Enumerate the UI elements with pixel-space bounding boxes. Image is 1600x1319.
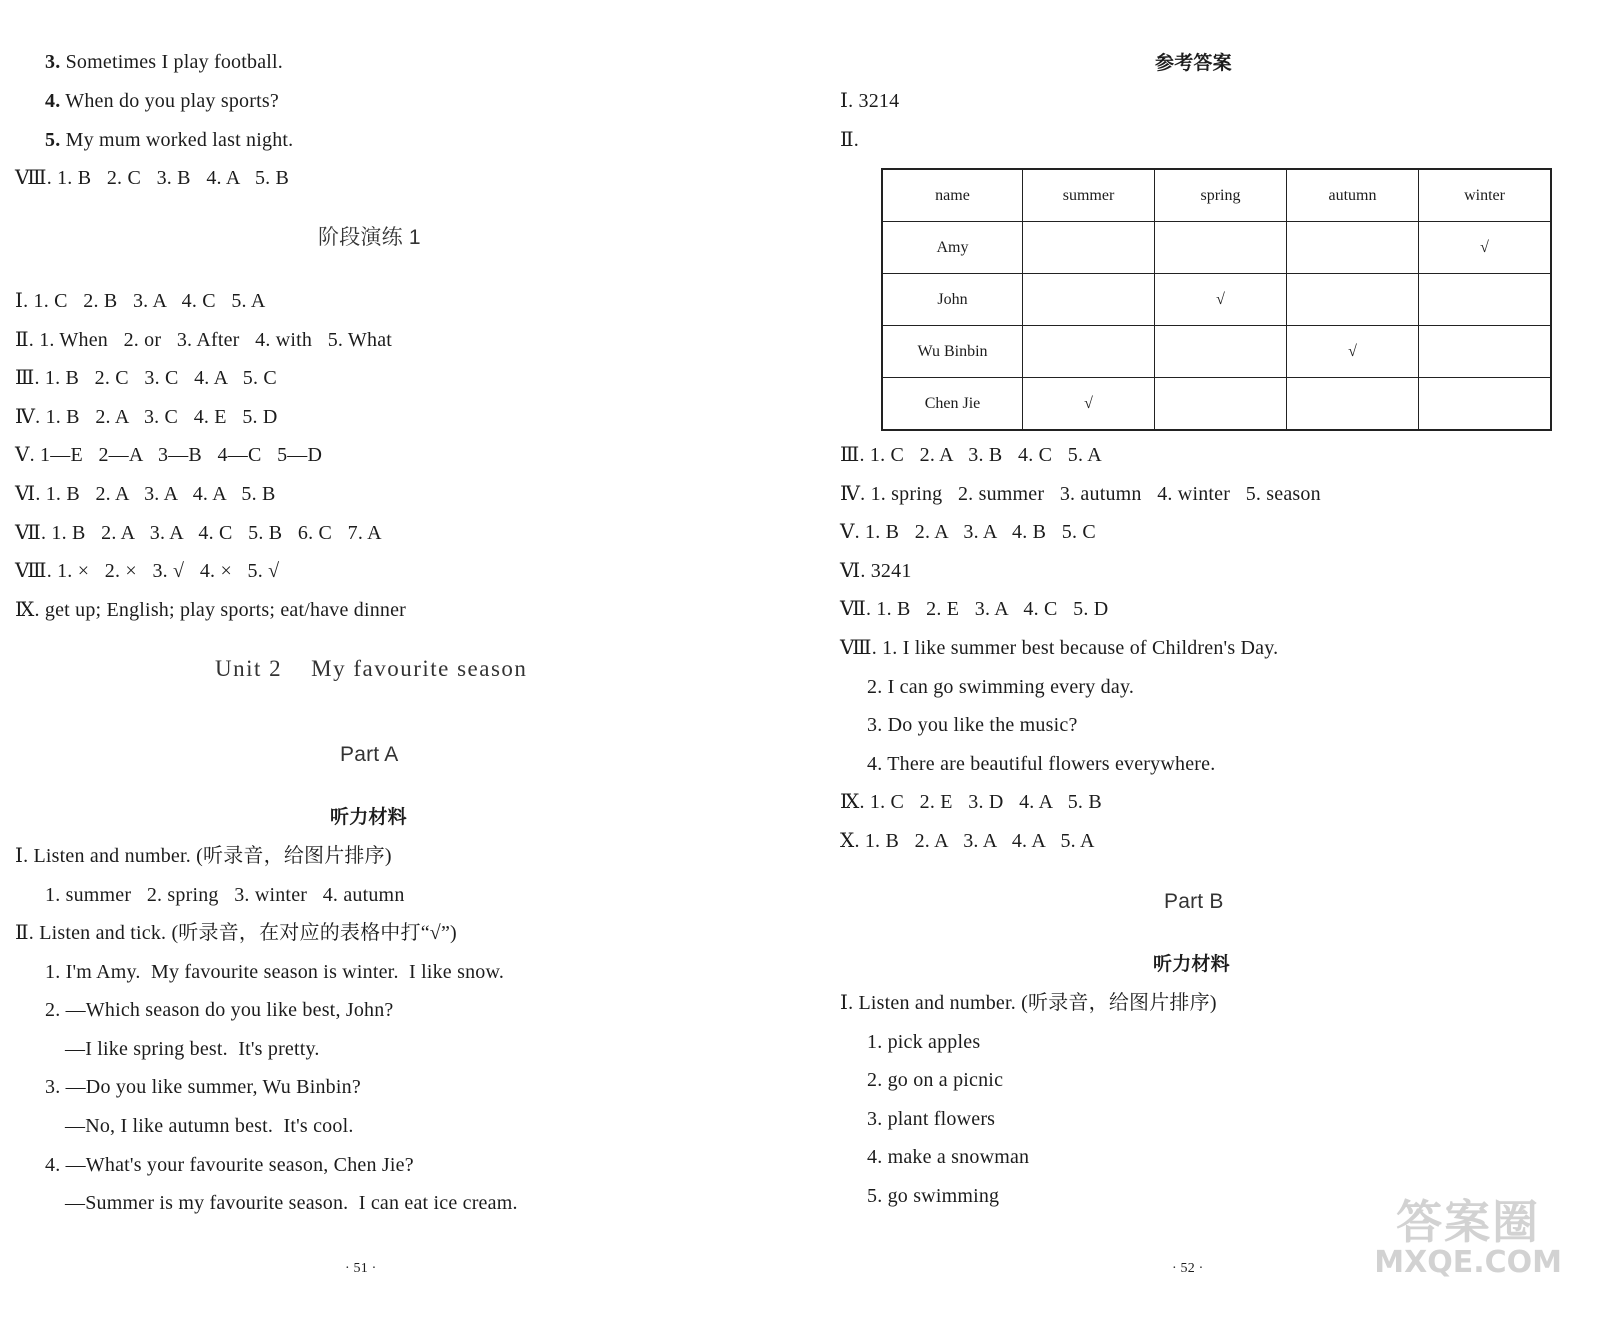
table-row — [882, 326, 1551, 378]
header-cell: winter — [1419, 169, 1552, 222]
table-cell: Chen Jie — [882, 378, 1023, 431]
answer-line: Ⅸ. 1. C 2. E 3. D 4. A 5. B — [840, 791, 1102, 813]
listening-line: Ⅰ. Listen and number. (听录音，给图片排序) — [840, 992, 1217, 1014]
header-cell: autumn — [1287, 169, 1419, 222]
answer-line: Ⅷ. 1. B 2. C 3. B 4. A 5. B — [15, 167, 290, 189]
table-cell — [1155, 222, 1287, 274]
table-cell — [1287, 274, 1419, 326]
page-number: · 51 · — [345, 1261, 377, 1276]
table-cell: √ — [1023, 378, 1155, 431]
answer-line: Ⅱ. 1. When 2. or 3. After 4. with 5. What — [15, 329, 393, 351]
table-cell: Wu Binbin — [882, 326, 1023, 378]
table-row — [882, 274, 1551, 326]
watermark-domain: MXQE.COM — [1374, 1245, 1562, 1280]
table-cell — [1419, 326, 1552, 378]
table-cell: √ — [1419, 222, 1552, 274]
answer-line: Ⅵ. 3241 — [840, 560, 912, 582]
listening-line: —No, I like autumn best. It's cool. — [65, 1115, 354, 1137]
answer-line: Ⅲ. 1. B 2. C 3. C 4. A 5. C — [15, 367, 277, 389]
answer-line: Ⅴ. 1. B 2. A 3. A 4. B 5. C — [840, 521, 1096, 543]
table-cell: √ — [1155, 274, 1287, 326]
answer-line: 5. My mum worked last night. — [45, 129, 294, 151]
watermark-logo — [1374, 1197, 1562, 1279]
listening-line: 1. I'm Amy. My favourite season is winter. I like snow. — [45, 961, 505, 983]
answer-line: Ⅱ. — [840, 129, 859, 151]
listening-line: Ⅰ. Listen and number. (听录音，给图片排序) — [15, 845, 392, 867]
table-cell — [1155, 378, 1287, 431]
listening-line: —Summer is my favourite season. I can eat ice cream. — [65, 1192, 518, 1214]
table-cell: John — [882, 274, 1023, 326]
listening-line: 3. —Do you like summer, Wu Binbin? — [45, 1076, 361, 1098]
table-cell — [1023, 222, 1155, 274]
table-cell: √ — [1287, 326, 1419, 378]
table-cell: Amy — [882, 222, 1023, 274]
listening-line: 1. summer 2. spring 3. winter 4. autumn — [45, 884, 405, 906]
part-title: Part A — [340, 743, 399, 766]
answer-line: Ⅰ. 3214 — [840, 90, 900, 112]
listening-line: 5. go swimming — [867, 1185, 1000, 1207]
unit-title: Unit 2 My favourite season — [215, 656, 528, 681]
table-cell — [1419, 378, 1552, 431]
table-row — [882, 378, 1551, 431]
listening-line: 3. plant flowers — [867, 1108, 996, 1130]
answer-line: Ⅷ. 1. I like summer best because of Children's Day. — [840, 637, 1279, 659]
answer-line: Ⅶ. 1. B 2. E 3. A 4. C 5. D — [840, 598, 1109, 620]
listening-line: 2. —Which season do you like best, John? — [45, 999, 394, 1021]
answer-line: 3. Sometimes I play football. — [45, 51, 283, 73]
table-cell — [1023, 326, 1155, 378]
table-cell — [1287, 378, 1419, 431]
answer-line: 2. I can go swimming every day. — [867, 676, 1135, 698]
answer-key-title: 参考答案 — [1155, 52, 1232, 74]
answer-line: Ⅰ. 1. C 2. B 3. A 4. C 5. A — [15, 290, 266, 312]
answer-line: 4. When do you play sports? — [45, 90, 279, 112]
page-number: · 52 · — [1172, 1261, 1204, 1276]
table-cell — [1419, 274, 1552, 326]
section-title: 阶段演练 1 — [318, 226, 421, 249]
table-cell — [1023, 274, 1155, 326]
listening-line: 4. —What's your favourite season, Chen Jie? — [45, 1154, 414, 1176]
answer-line: Ⅷ. 1. × 2. × 3. √ 4. × 5. √ — [15, 560, 280, 582]
header-cell: summer — [1023, 169, 1155, 222]
answer-line: Ⅸ. get up; English; play sports; eat/have dinner — [15, 599, 407, 621]
table-cell — [1155, 326, 1287, 378]
watermark-chinese: 答案圈 — [1396, 1195, 1541, 1249]
listening-line: 4. make a snowman — [867, 1146, 1030, 1168]
answer-line: Ⅳ. 1. B 2. A 3. C 4. E 5. D — [15, 406, 278, 428]
answer-line: Ⅴ. 1—E 2—A 3—B 4—C 5—D — [15, 444, 323, 466]
listening-line: 2. go on a picnic — [867, 1069, 1004, 1091]
table-cell — [1287, 222, 1419, 274]
listening-title: 听力材料 — [1153, 953, 1230, 975]
table-header-row — [882, 169, 1551, 222]
header-cell: name — [882, 169, 1023, 222]
answer-line: Ⅳ. 1. spring 2. summer 3. autumn 4. winter 5. season — [840, 483, 1321, 505]
part-title: Part B — [1164, 890, 1224, 913]
answer-line: Ⅵ. 1. B 2. A 3. A 4. A 5. B — [15, 483, 276, 505]
answer-line: Ⅲ. 1. C 2. A 3. B 4. C 5. A — [840, 444, 1102, 466]
header-cell: spring — [1155, 169, 1287, 222]
answer-line: Ⅶ. 1. B 2. A 3. A 4. C 5. B 6. C 7. A — [15, 522, 382, 544]
listening-title: 听力材料 — [330, 806, 407, 828]
tick-table — [881, 168, 1552, 431]
answer-line: Ⅹ. 1. B 2. A 3. A 4. A 5. A — [840, 830, 1095, 852]
listening-line: 1. pick apples — [867, 1031, 981, 1053]
right-page — [800, 0, 1600, 1319]
answer-line: 3. Do you like the music? — [867, 714, 1078, 736]
table-row — [882, 222, 1551, 274]
listening-line: —I like spring best. It's pretty. — [65, 1038, 320, 1060]
listening-line: Ⅱ. Listen and tick. (听录音，在对应的表格中打“√”) — [15, 922, 457, 944]
answer-line: 4. There are beautiful flowers everywhere. — [867, 753, 1216, 775]
